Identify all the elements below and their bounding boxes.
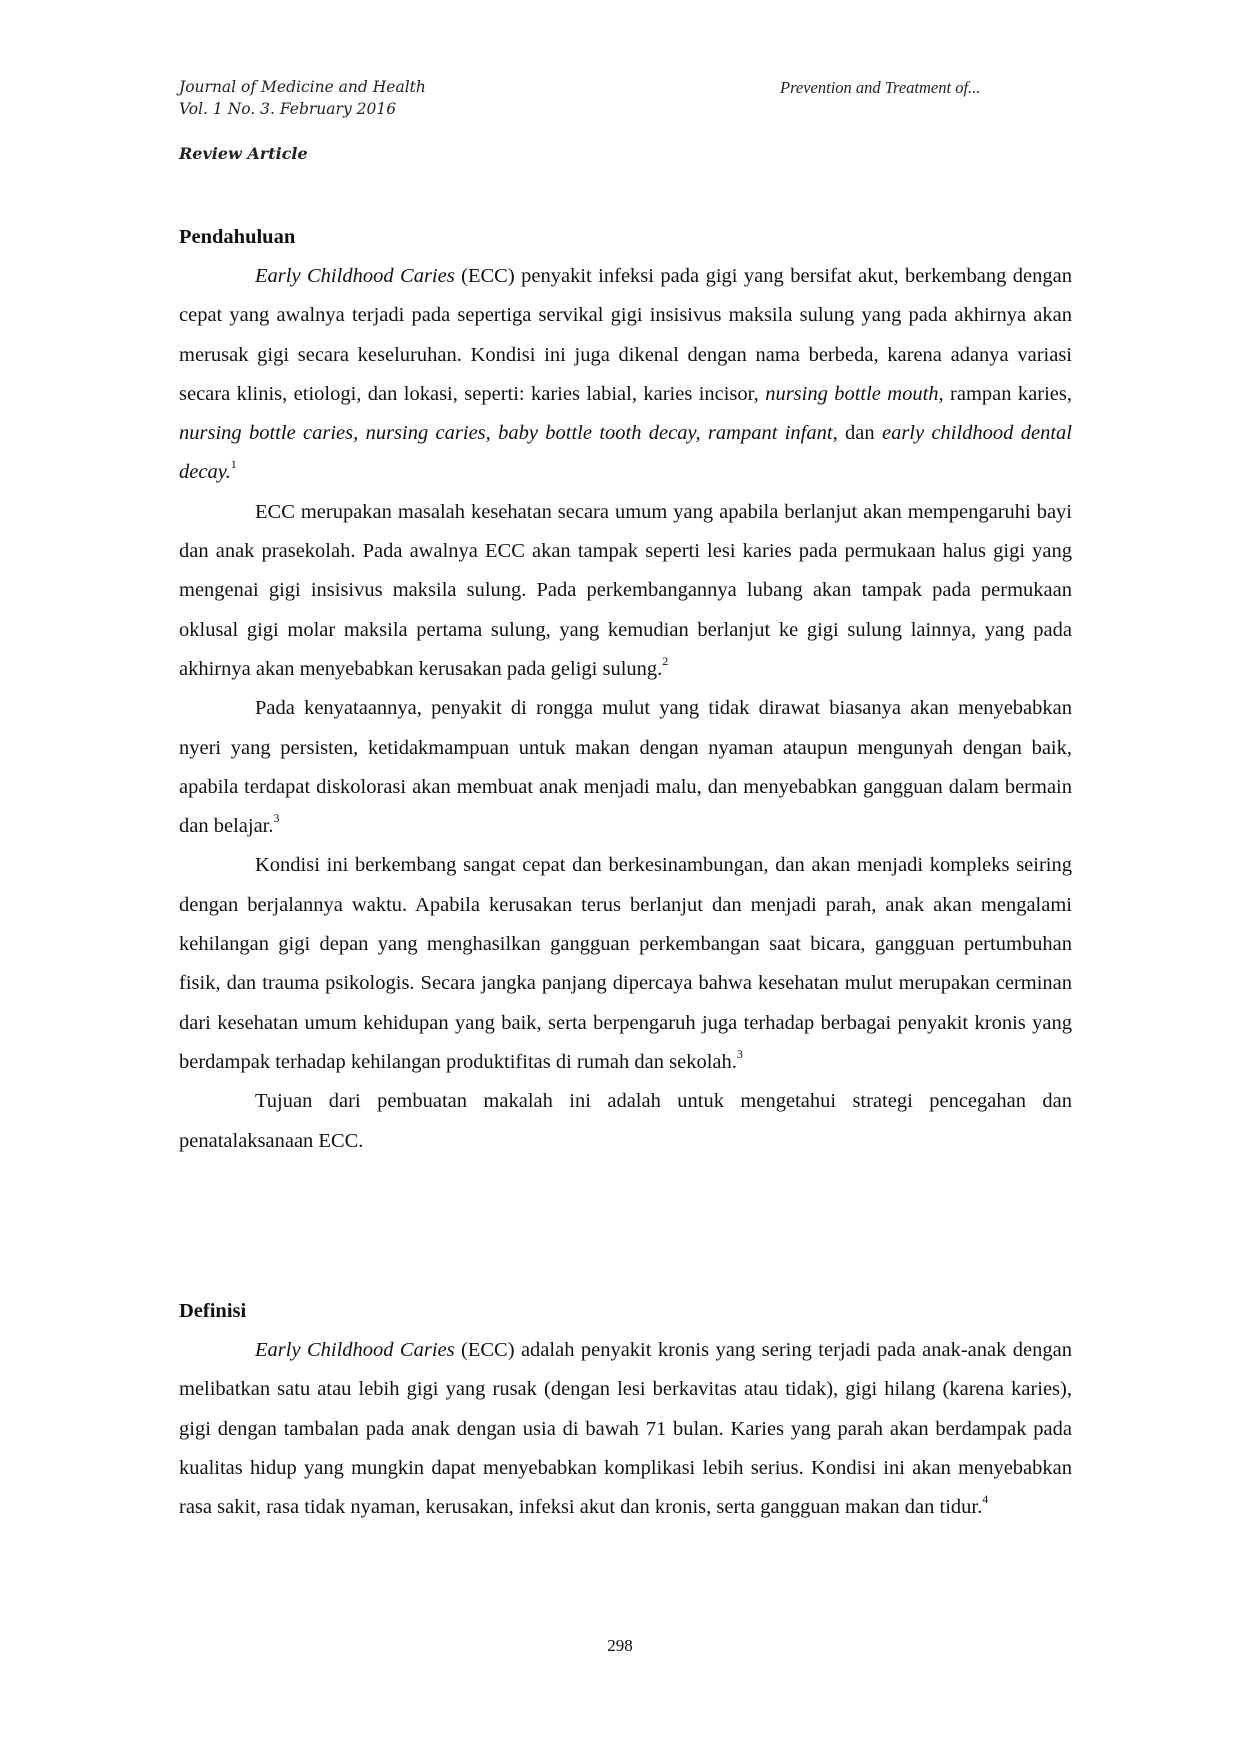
journal-header: [179, 76, 426, 120]
journal-volume: Vol. 1 No. 3. February 2016: [179, 100, 397, 118]
italic-term: Early Childhood Caries: [255, 265, 455, 287]
text-run: (ECC) adalah penyakit kronis yang sering terjadi pada anak-anak dengan melibatkan satu atau lebih gigi yang rusak (dengan lesi berkavitas atau tidak), gigi hilang (karena karies), gigi dengan tambalan pada anak dengan usia di bawah 71 bulan. Karies yang parah akan berdampak pada kualitas hidup yang mungkin dapat menyebabkan komplikasi lebih serius. Kondisi ini akan menyebabkan rasa sakit, rasa tidak nyaman, kerusakan, infeksi akut dan kronis, serta gangguan makan dan tidur.: [179, 1339, 1072, 1519]
journal-title: Journal of Medicine and Health: [179, 78, 426, 96]
text-run: (ECC) penyakit infeksi pada gigi yang bersifat akut, berkembang dengan cepat yang awalnya terjadi pada sepertiga servikal gigi insisivus maksila sulung yang pada akhirnya akan merusak gigi secara keseluruhan. Kondisi ini juga dikenal dengan nama berbeda, karena adanya variasi secara klinis, etiologi, dan lokasi, seperti: karies labial, karies incisor,: [179, 265, 1072, 405]
paragraph: [179, 1331, 1072, 1527]
section-body: [179, 1331, 1072, 1527]
paragraph: [179, 689, 1072, 846]
citation-ref: 4: [982, 1492, 989, 1507]
running-title: Prevention and Treatment of...: [780, 78, 981, 97]
section-body: [179, 257, 1072, 1161]
text-run: dan: [837, 422, 882, 445]
paragraph: [179, 493, 1072, 689]
text-run: Tujuan dari pembuatan makalah ini adalah untuk mengetahui strategi pencegahan dan penatalaksanaan ECC.: [179, 1090, 1072, 1152]
section-definisi: [179, 1292, 1072, 1527]
citation-ref: 3: [273, 811, 280, 826]
page-number: 298: [607, 1636, 633, 1655]
citation-ref: 3: [736, 1046, 743, 1061]
citation-ref: 2: [662, 653, 669, 668]
italic-term: nursing bottle mouth,: [765, 382, 944, 405]
italic-term: nursing bottle caries, nursing caries, baby bottle tooth decay, rampant infant,: [179, 422, 838, 445]
paragraph: [179, 846, 1072, 1082]
paragraph: [179, 257, 1072, 493]
text-run: ECC merupakan masalah kesehatan secara umum yang apabila berlanjut akan mempengaruhi bayi dan anak prasekolah. Pada awalnya ECC akan tampak seperti lesi karies pada permukaan halus gigi yang mengenai gigi insisivus maksila sulung. Pada perkembangannya lubang akan tampak pada permukaan oklusal gigi molar maksila pertama sulung, yang kemudian berlanjut ke gigi sulung lainnya, yang pada akhirnya akan menyebabkan kerusakan pada geligi sulung.: [179, 500, 1072, 680]
citation-ref: 1: [230, 457, 237, 472]
text-run: Pada kenyataannya, penyakit di rongga mulut yang tidak dirawat biasanya akan menyebabkan nyeri yang persisten, ketidakmampuan untuk makan dengan nyaman ataupun mengunyah dengan baik, apabila terdapat diskolorasi akan membuat anak menjadi malu, dan menyebabkan gangguan dalam bermain dan belajar.: [179, 697, 1072, 838]
text-run: Kondisi ini berkembang sangat cepat dan berkesinambungan, dan akan menjadi kompleks seiring dengan berjalannya waktu. Apabila kerusakan terus berlanjut dan menjadi parah, anak akan mengalami kehilangan gigi depan yang menghasilkan gangguan perkembangan saat bicara, gangguan pertumbuhan fisik, dan trauma psikologis. Secara jangka panjang dipercaya bahwa kesehatan mulut merupakan cerminan dari kesehatan umum kehidupan yang baik, serta berpengaruh juga terhadap berbagai penyakit kronis yang berdampak terhadap kehilangan produktifitas di rumah dan sekolah.: [179, 854, 1072, 1073]
section-pendahuluan: [179, 218, 1072, 1161]
section-heading: Definisi: [179, 1300, 247, 1322]
section-heading: Pendahuluan: [179, 226, 296, 248]
italic-term: Early Childhood Caries: [255, 1339, 455, 1361]
paragraph: [179, 1082, 1072, 1161]
italic-term: early childhood dental decay.: [179, 422, 1073, 484]
article-type: Review Article: [179, 144, 308, 163]
text-run: rampan karies,: [943, 382, 1072, 405]
